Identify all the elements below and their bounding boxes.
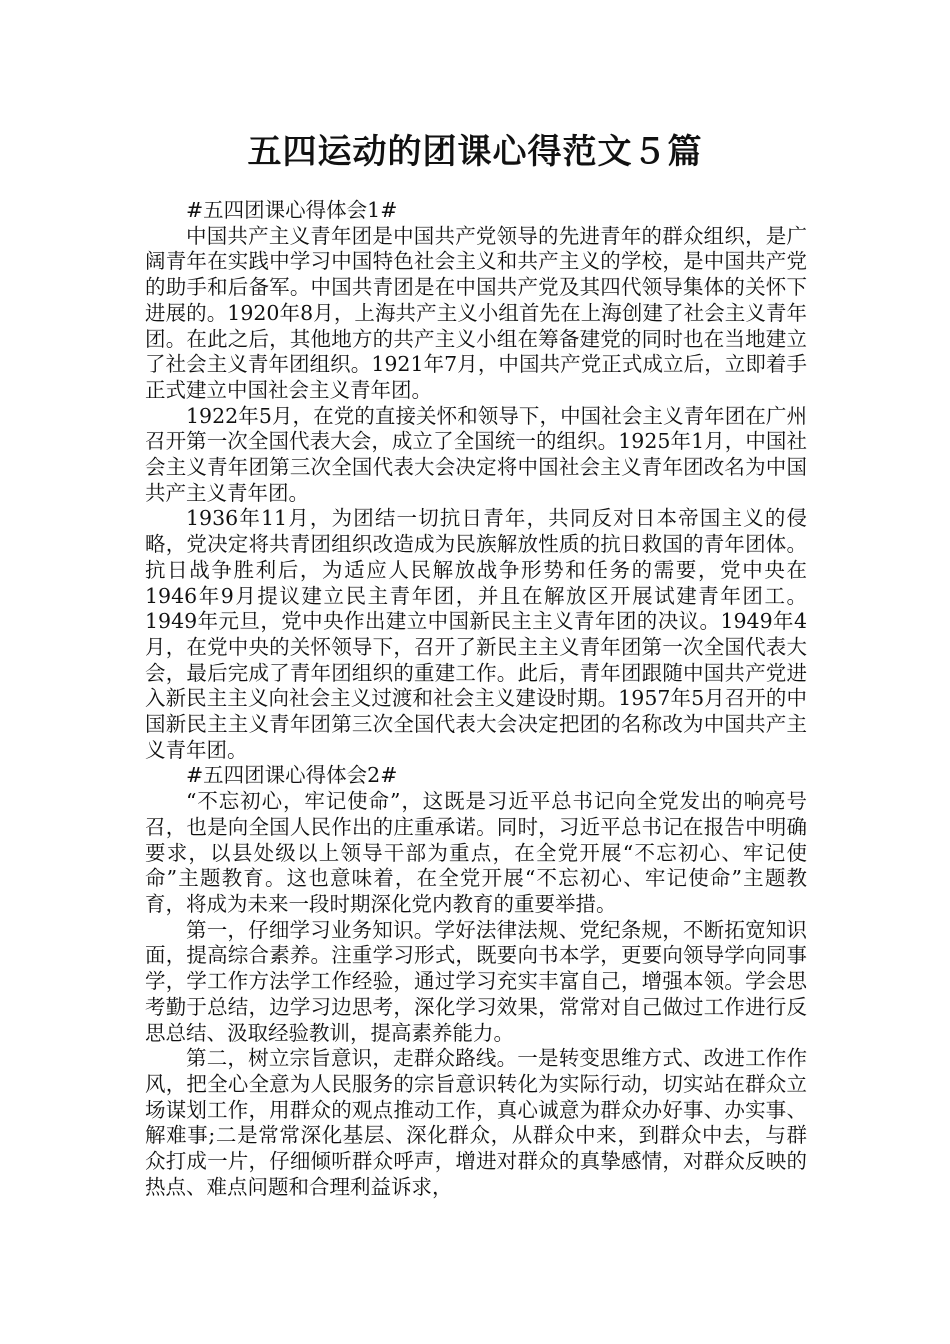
- paragraph: 第一，仔细学习业务知识。学好法律法规、党纪条规，不断拓宽知识面，提高综合素养。注重学习形式，既要向书本学，更要向领导学向同事学，学工作方法学工作经验，通过学习充实丰富自己，增强本领。学会思考勤于总结，边学习边思考，深化学习效果，常常对自己做过工作进行反思总结、汲取经验教训，提高素养能力。: [145, 917, 807, 1045]
- document-body: [145, 198, 807, 1200]
- document-title: 五四运动的团课心得范文５篇: [247, 132, 703, 172]
- paragraph: 中国共产主义青年团是中国共产党领导的先进青年的群众组织，是广阔青年在实践中学习中国特色社会主义和共产主义的学校，是中国共产党的助手和后备军。中国共青团是在中国共产党及其四代领导集体的关怀下进展的。1920年8月，上海共产主义小组首先在上海创建了社会主义青年团。在此之后，其他地方的共产主义小组在筹备建党的同时也在当地建立了社会主义青年团组织。1921年7月，中国共产党正式成立后，立即着手正式建立中国社会主义青年团。: [145, 223, 807, 402]
- section-heading-1: #五四团课心得体会1#: [186, 198, 398, 222]
- paragraph: 第二，树立宗旨意识，走群众路线。一是转变思维方式、改进工作作风，把全心全意为人民服务的宗旨意识转化为实际行动，切实站在群众立场谋划工作，用群众的观点推动工作，真心诚意为群众办好事、办实事、解难事;二是常常深化基层、深化群众，从群众中来，到群众中去，与群众打成一片，仔细倾听群众呼声，增进对群众的真挚感情，对群众反映的热点、难点问题和合理利益诉求，: [145, 1046, 807, 1199]
- paragraph: 1936年11月，为团结一切抗日青年，共同反对日本帝国主义的侵略，党决定将共青团组织改造成为民族解放性质的抗日救国的青年团体。抗日战争胜利后，为适应人民解放战争形势和任务的需要，党中央在1946年9月提议建立民主青年团，并且在解放区开展试建青年团工。1949年元旦，党中央作出建立中国新民主主义青年团的决议。1949年4月，在党中央的关怀领导下，召开了新民主主义青年团第一次全国代表大会，最后完成了青年团组织的重建工作。此后，青年团跟随中国共产党进入新民主主义向社会主义过渡和社会主义建设时期。1957年5月召开的中国新民主主义青年团第三次全国代表大会决定把团的名称改为中国共产主义青年团。: [145, 506, 807, 762]
- paragraph: 1922年5月，在党的直接关怀和领导下，中国社会主义青年团在广州召开第一次全国代表大会，成立了全国统一的组织。1925年1月，中国社会主义青年团第三次全国代表大会决定将中国社会主义青年团改名为中国共产主义青年团。: [145, 403, 807, 505]
- paragraph: “不忘初心，牢记使命”，这既是习近平总书记向全党发出的响亮号召，也是向全国人民作出的庄重承诺。同时，习近平总书记在报告中明确要求，以县处级以上领导干部为重点，在全党开展“不忘初心、牢记使命”主题教育。这也意味着，在全党开展“不忘初心、牢记使命”主题教育，将成为未来一段时期深化党内教育的重要举措。: [145, 789, 807, 916]
- section-heading-2: #五四团课心得体会2#: [186, 763, 398, 788]
